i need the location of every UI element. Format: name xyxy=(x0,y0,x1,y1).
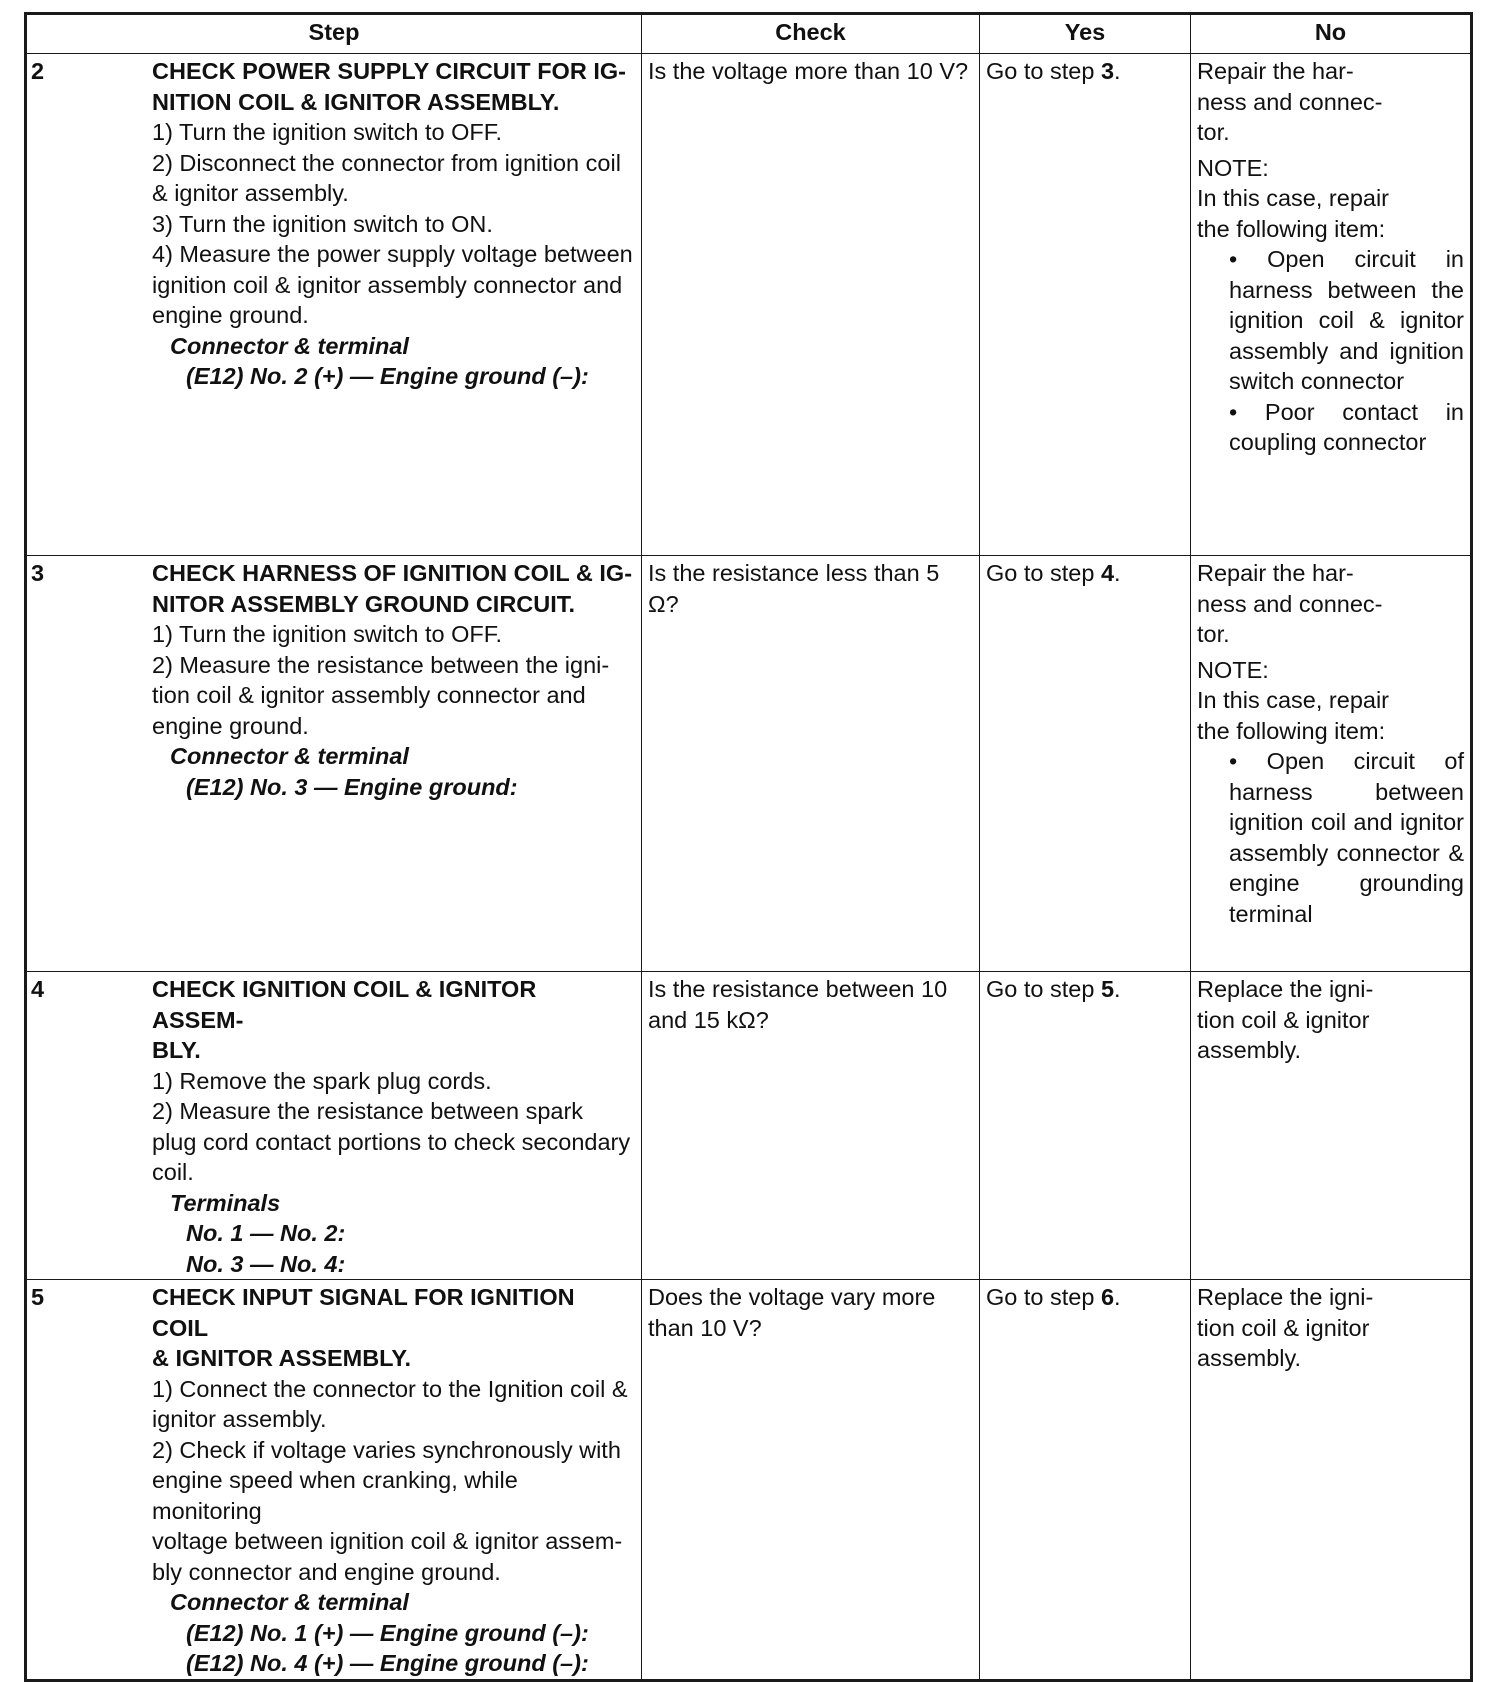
note-line: In this case, repair xyxy=(1197,687,1390,713)
check-line: Does the voltage vary more xyxy=(648,1284,936,1310)
yes-cell xyxy=(980,972,1191,1280)
no-line: tion coil & ignitor xyxy=(1197,1006,1370,1033)
step-title xyxy=(152,1282,633,1374)
diagnostic-table xyxy=(24,12,1473,1682)
step-instruction: engine ground. xyxy=(152,302,309,328)
step-instruction: voltage between ignition coil & ignitor assem- xyxy=(152,1528,623,1554)
yes-suffix: . xyxy=(1114,560,1121,586)
no-cell xyxy=(1191,54,1472,556)
no-cell xyxy=(1191,556,1472,972)
step-instruction: ignitor assembly. xyxy=(152,1406,327,1432)
spec-value: (E12) No. 4 (+) — Engine ground (–): xyxy=(186,1650,589,1676)
step-instruction: 2) Measure the resistance between the igni- xyxy=(152,651,610,678)
table-row xyxy=(26,54,1472,556)
step-cell xyxy=(26,54,642,556)
no-line: tor. xyxy=(1197,119,1230,145)
step-title-line: CHECK IGNITION COIL & IGNITOR ASSEM- xyxy=(152,976,537,1033)
step-instruction: 1) Connect the connector to the Ignition coil & xyxy=(152,1375,628,1402)
step-instruction: 1) Turn the ignition switch to OFF. xyxy=(152,119,503,145)
no-line: Repair the har- xyxy=(1197,560,1354,586)
note-label: NOTE: xyxy=(1197,656,1269,683)
note-bullet: • Open circuit of harness between ignition coil and ignitor assembly connector & engine grounding terminal xyxy=(1229,748,1464,927)
check-line: than 10 V? xyxy=(648,1314,762,1341)
step-title-line: CHECK HARNESS OF IGNITION COIL & IG- xyxy=(152,560,633,586)
no-line: tion coil & ignitor xyxy=(1197,1314,1370,1341)
yes-text: Go to step xyxy=(986,58,1101,84)
step-title-line: NITOR ASSEMBLY GROUND CIRCUIT. xyxy=(152,590,576,617)
yes-step-ref: 4 xyxy=(1100,560,1115,586)
note-bullet: • Poor contact in coupling connector xyxy=(1229,398,1464,455)
spec-value: No. 1 — No. 2: xyxy=(186,1220,346,1246)
check-line: Is the resistance less than 5 xyxy=(648,560,940,586)
yes-step-ref: 6 xyxy=(1100,1284,1115,1310)
step-instruction: plug cord contact portions to check secondary xyxy=(152,1128,631,1155)
step-number: 4 xyxy=(31,976,45,1002)
step-instruction: coil. xyxy=(152,1159,194,1185)
yes-step-ref: 3 xyxy=(1100,58,1115,84)
check-cell xyxy=(642,972,980,1280)
spec-label: Terminals xyxy=(170,1189,281,1216)
no-line: tor. xyxy=(1197,621,1230,647)
note-line: In this case, repair xyxy=(1197,185,1390,211)
spec-label: Connector & terminal xyxy=(170,743,409,769)
check-cell xyxy=(642,556,980,972)
spec-value: (E12) No. 3 — Engine ground: xyxy=(186,773,518,800)
no-line: ness and connec- xyxy=(1197,590,1383,617)
check-cell xyxy=(642,1280,980,1681)
step-number: 5 xyxy=(31,1284,45,1310)
step-title-line: CHECK INPUT SIGNAL FOR IGNITION COIL xyxy=(152,1284,575,1341)
header-step: Step xyxy=(26,14,642,54)
yes-suffix: . xyxy=(1114,976,1121,1002)
spec-value: (E12) No. 1 (+) — Engine ground (–): xyxy=(186,1619,589,1646)
spec-value: No. 3 — No. 4: xyxy=(186,1250,346,1277)
step-instruction: 3) Turn the ignition switch to ON. xyxy=(152,210,493,237)
no-line: assembly. xyxy=(1197,1345,1302,1371)
step-instruction: 2) Check if voltage varies synchronously with xyxy=(152,1436,621,1463)
check-cell: Is the voltage more than 10 V? xyxy=(642,54,980,556)
yes-suffix: . xyxy=(1114,1284,1121,1310)
step-title-line: CHECK POWER SUPPLY CIRCUIT FOR IG- xyxy=(152,58,626,84)
no-line: ness and connec- xyxy=(1197,88,1383,115)
table-row xyxy=(26,972,1472,1280)
check-line: Is the resistance between 10 xyxy=(648,976,948,1002)
note-line: the following item: xyxy=(1197,717,1386,744)
note-line: the following item: xyxy=(1197,215,1386,242)
step-title-line: NITION COIL & IGNITOR ASSEMBLY. xyxy=(152,88,560,115)
step-instruction: & ignitor assembly. xyxy=(152,180,349,206)
no-cell xyxy=(1191,972,1472,1280)
step-title xyxy=(152,56,633,117)
spec-label: Connector & terminal xyxy=(170,332,409,359)
step-instruction: 2) Measure the resistance between spark xyxy=(152,1098,584,1124)
step-title xyxy=(152,974,633,1066)
note-label: NOTE: xyxy=(1197,154,1269,181)
step-instruction: engine ground. xyxy=(152,712,309,739)
step-cell xyxy=(26,1280,642,1681)
yes-text: Go to step xyxy=(986,976,1101,1002)
step-instruction: engine speed when cranking, while monitoring xyxy=(152,1467,518,1524)
step-title-line: & IGNITOR ASSEMBLY. xyxy=(152,1345,411,1371)
step-instruction: tion coil & ignitor assembly connector and xyxy=(152,682,586,708)
step-instruction: 2) Disconnect the connector from ignition coil xyxy=(152,149,621,176)
spec-value: (E12) No. 2 (+) — Engine ground (–): xyxy=(186,363,589,389)
yes-text: Go to step xyxy=(986,1284,1101,1310)
header-yes: Yes xyxy=(980,14,1191,54)
check-line: and 15 kΩ? xyxy=(648,1006,769,1033)
note-bullet: • Open circuit in harness between the ignition coil & ignitor assembly and ignition switch connector xyxy=(1229,246,1464,394)
step-instruction: 1) Remove the spark plug cords. xyxy=(152,1067,492,1094)
header-check: Check xyxy=(642,14,980,54)
header-no: No xyxy=(1191,14,1472,54)
step-instruction: 4) Measure the power supply voltage between xyxy=(152,241,633,267)
table-row xyxy=(26,556,1472,972)
header-row xyxy=(26,14,1472,54)
yes-step-ref: 5 xyxy=(1100,976,1115,1002)
step-instruction: 1) Turn the ignition switch to OFF. xyxy=(152,621,503,647)
check-line: Ω? xyxy=(648,590,679,617)
yes-cell xyxy=(980,556,1191,972)
yes-suffix: . xyxy=(1114,58,1121,84)
step-number: 2 xyxy=(31,58,45,84)
no-line: Replace the igni- xyxy=(1197,976,1374,1002)
step-cell xyxy=(26,556,642,972)
step-instruction: ignition coil & ignitor assembly connector and xyxy=(152,271,623,298)
step-cell xyxy=(26,972,642,1280)
no-line: Replace the igni- xyxy=(1197,1284,1374,1310)
yes-text: Go to step xyxy=(986,560,1101,586)
no-line: assembly. xyxy=(1197,1037,1302,1063)
yes-cell xyxy=(980,1280,1191,1681)
step-instruction: bly connector and engine ground. xyxy=(152,1558,501,1585)
step-number: 3 xyxy=(31,560,45,586)
yes-cell xyxy=(980,54,1191,556)
no-line: Repair the har- xyxy=(1197,58,1354,84)
step-title-line: BLY. xyxy=(152,1037,201,1063)
spec-label: Connector & terminal xyxy=(170,1589,409,1615)
step-title xyxy=(152,558,633,619)
table-row xyxy=(26,1280,1472,1681)
no-cell xyxy=(1191,1280,1472,1681)
